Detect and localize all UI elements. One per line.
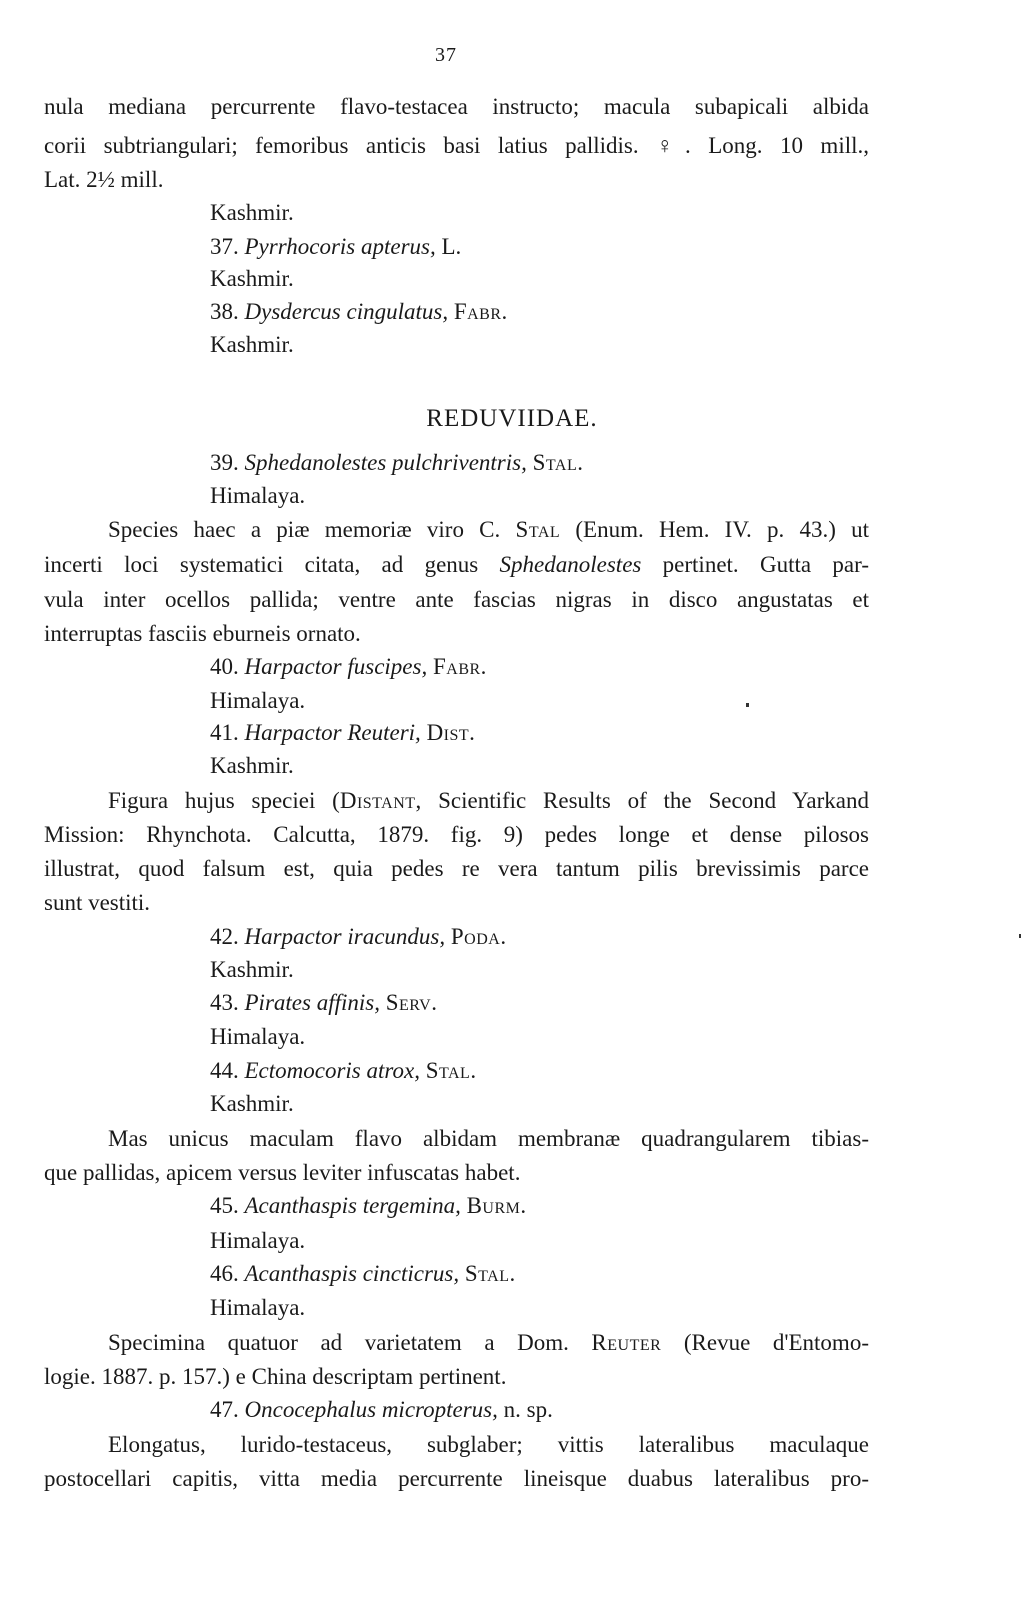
text-line: postocellari capitis, vitta media percurrente lineisque duabus lateralibus pro- bbox=[44, 1466, 869, 1491]
text-line: Lat. 2½ mill. bbox=[44, 167, 164, 192]
species-entry: 39. Sphedanolestes pulchriventris, Stal. bbox=[210, 450, 584, 475]
text-line: nula mediana percurrente flavo-testacea instructo; macula subapicali albida bbox=[44, 94, 869, 119]
species-entry: 42. Harpactor iracundus, Poda. bbox=[210, 924, 507, 949]
species-entry: 46. Acanthaspis cincticrus, Stal. bbox=[210, 1261, 516, 1286]
species-entry: 47. Oncocephalus micropterus, n. sp. bbox=[210, 1397, 553, 1422]
species-entry: 45. Acanthaspis tergemina, Burm. bbox=[210, 1193, 527, 1218]
locality-line: Kashmir. bbox=[210, 266, 294, 291]
text-line: Figura hujus speciei (Distant, Scientific Results of the Second Yarkand bbox=[108, 788, 869, 813]
print-speck bbox=[1019, 934, 1021, 938]
species-entry: 41. Harpactor Reuteri, Dist. bbox=[210, 720, 476, 745]
text-line: corii subtriangulari; femoribus anticis basi latius pallidis. ♀. Long. 10 mill., bbox=[44, 133, 869, 158]
locality-line: Himalaya. bbox=[210, 1024, 306, 1049]
species-entry: 43. Pirates affinis, Serv. bbox=[210, 990, 438, 1015]
species-entry: 38. Dysdercus cingulatus, Fabr. bbox=[210, 299, 508, 324]
text-line: incerti loci systematici citata, ad genus Sphedanolestes pertinet. Gutta par- bbox=[44, 552, 869, 577]
text-line: Specimina quatuor ad varietatem a Dom. Reuter (Revue d'Entomo- bbox=[108, 1330, 869, 1355]
text-line: que pallidas, apicem versus leviter infuscatas habet. bbox=[44, 1160, 521, 1185]
species-entry: 44. Ectomocoris atrox, Stal. bbox=[210, 1058, 477, 1083]
print-speck bbox=[746, 703, 749, 707]
locality-line: Himalaya. bbox=[210, 688, 306, 713]
locality-line: Himalaya. bbox=[210, 1228, 306, 1253]
locality-line: Himalaya. bbox=[210, 1295, 306, 1320]
text-line: illustrat, quod falsum est, quia pedes re vera tantum pilis brevissimis parce bbox=[44, 856, 869, 881]
text-line: logie. 1887. p. 157.) e China descriptam pertinent. bbox=[44, 1364, 507, 1389]
text-line: Mission: Rhynchota. Calcutta, 1879. fig. 9) pedes longe et dense pilosos bbox=[44, 822, 869, 847]
text-line: Elongatus, lurido-testaceus, subglaber; vittis lateralibus maculaque bbox=[108, 1432, 869, 1457]
species-entry: 37. Pyrrhocoris apterus, L. bbox=[210, 234, 462, 259]
text-line: interruptas fasciis eburneis ornato. bbox=[44, 621, 361, 646]
locality-line: Kashmir. bbox=[210, 200, 294, 225]
text-line: sunt vestiti. bbox=[44, 890, 151, 915]
text-line: Species haec a piæ memoriæ viro C. Stal (Enum. Hem. IV. p. 43.) ut bbox=[108, 517, 870, 542]
locality-line: Kashmir. bbox=[210, 1091, 294, 1116]
locality-line: Himalaya. bbox=[210, 483, 306, 508]
species-entry: 40. Harpactor fuscipes, Fabr. bbox=[210, 654, 487, 679]
text-line: vula inter ocellos pallida; ventre ante fascias nigras in disco angustatas et bbox=[44, 587, 869, 612]
text-line: Mas unicus maculam flavo albidam membranæ quadrangularem tibias- bbox=[108, 1126, 869, 1151]
page-number: 37 bbox=[435, 44, 457, 66]
locality-line: Kashmir. bbox=[210, 957, 294, 982]
locality-line: Kashmir. bbox=[210, 753, 294, 778]
locality-line: Kashmir. bbox=[210, 332, 294, 357]
section-heading: REDUVIIDAE. bbox=[426, 405, 598, 432]
